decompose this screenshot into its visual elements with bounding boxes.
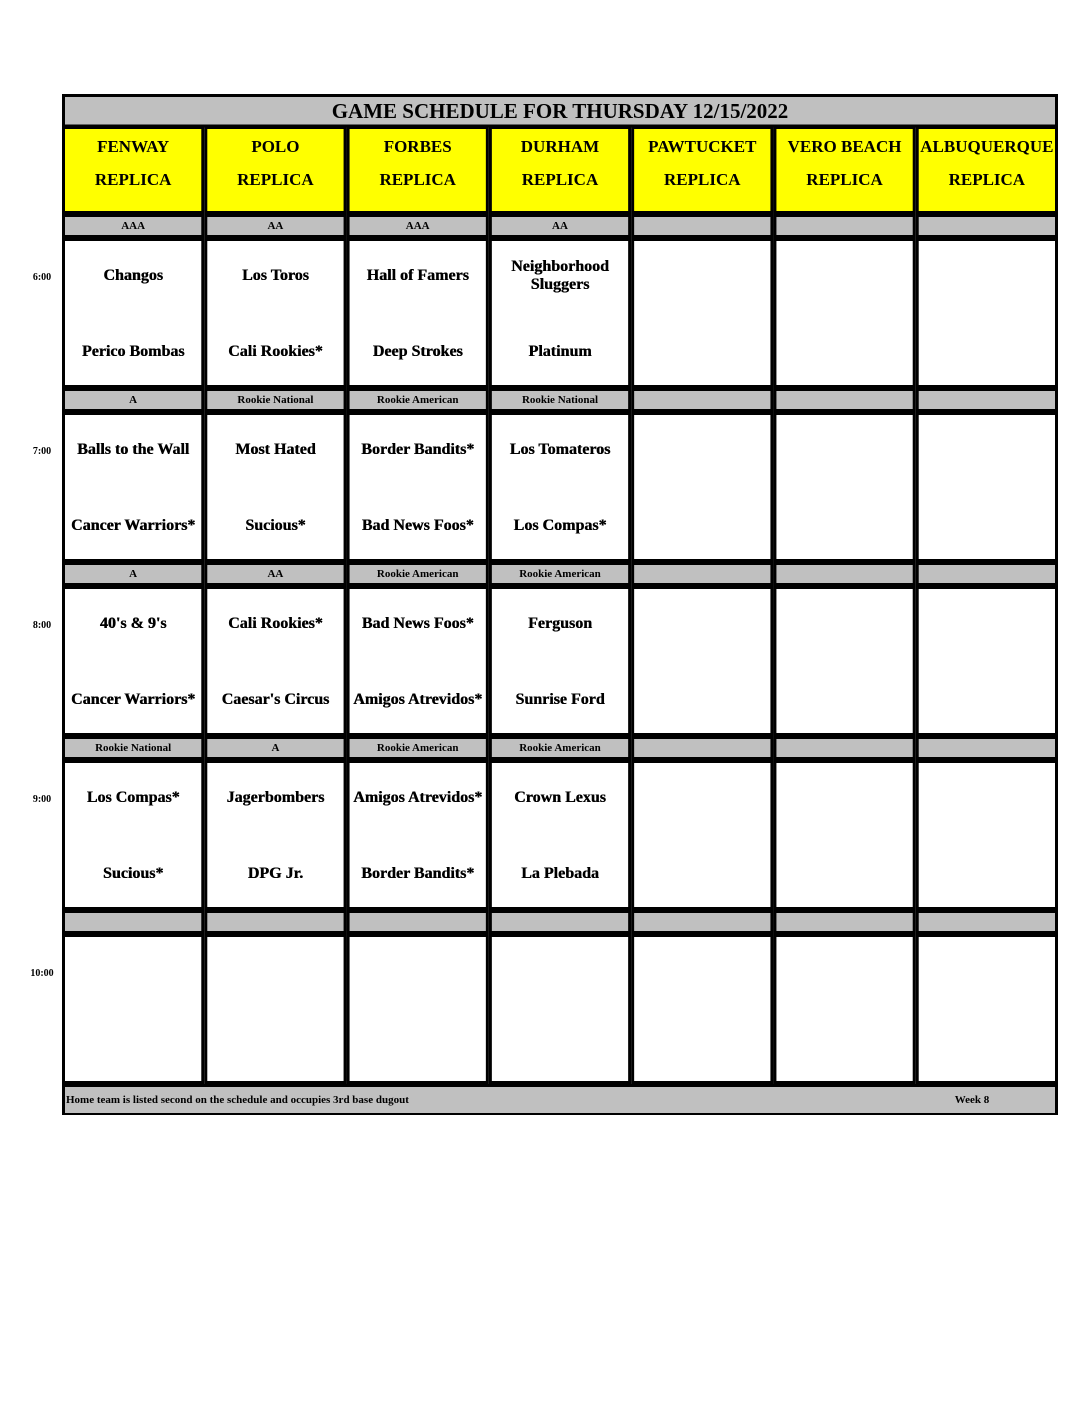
away-team: [631, 252, 773, 300]
division-label: AA: [267, 567, 284, 580]
home-team: [204, 1024, 346, 1072]
away-team: Los Toros: [241, 266, 309, 284]
division-label: [62, 910, 204, 934]
home-team: [347, 1024, 489, 1072]
home-team: Amigos Atrevidos*: [353, 690, 483, 708]
field-subtitle: REPLICA: [379, 170, 456, 190]
away-team: Border Bandits*: [361, 440, 475, 458]
week-label: Week 8: [954, 1093, 990, 1106]
away-team: Cali Rookies*: [228, 614, 323, 632]
home-team: [773, 1024, 915, 1072]
division-label: [916, 736, 1058, 760]
page-title: GAME SCHEDULE FOR THURSDAY 12/15/2022: [331, 98, 789, 123]
home-team: [489, 1024, 631, 1072]
field-subtitle: REPLICA: [948, 170, 1026, 190]
home-team: Los Compas*: [513, 516, 607, 534]
field-name: VERO BEACH: [787, 137, 902, 157]
away-team: [773, 426, 915, 474]
home-team: [631, 1024, 773, 1072]
field-subtitle: REPLICA: [521, 170, 599, 190]
away-team: [204, 948, 346, 996]
division-label: Rookie National: [95, 741, 172, 754]
away-team: Crown Lexus: [514, 788, 606, 806]
home-team: [773, 850, 915, 898]
home-team: DPG Jr.: [247, 864, 304, 882]
division-label: [773, 388, 915, 412]
division-label: Rookie American: [376, 393, 459, 406]
division-label: Rookie American: [376, 567, 459, 580]
home-team: [773, 676, 915, 724]
field-subtitle: REPLICA: [94, 170, 172, 190]
division-label: AAA: [121, 219, 146, 232]
home-team: Sucious*: [102, 864, 164, 882]
field-name: DURHAM: [520, 137, 600, 157]
division-label: Rookie National: [521, 393, 599, 406]
away-team: [916, 252, 1058, 300]
field-subtitle: REPLICA: [664, 170, 741, 190]
home-team: Bad News Foos*: [361, 516, 474, 534]
away-team: [773, 948, 915, 996]
field-name: ALBUQUERQUE: [920, 137, 1054, 157]
division-label: [916, 562, 1058, 586]
home-team: [773, 502, 915, 550]
away-team: Neighborhood Sluggers: [511, 257, 609, 293]
away-team: [916, 948, 1058, 996]
division-label: AA: [267, 219, 284, 232]
home-team: Platinum: [528, 342, 592, 360]
away-team: [916, 426, 1058, 474]
away-team: [773, 252, 915, 300]
division-label: Rookie National: [237, 393, 314, 406]
division-label: A: [129, 567, 138, 580]
away-team: [631, 426, 773, 474]
time-label: 6:00: [32, 272, 52, 283]
away-team: [62, 948, 204, 996]
time-label: 10:00: [30, 968, 54, 979]
home-team: [631, 850, 773, 898]
home-team: [631, 328, 773, 376]
away-team: [631, 774, 773, 822]
field-name: FENWAY: [97, 137, 170, 157]
away-team: 40's & 9's: [99, 614, 167, 632]
home-team: Border Bandits*: [361, 864, 475, 882]
division-label: [916, 910, 1058, 934]
division-label: [631, 736, 773, 760]
division-label: Rookie American: [519, 567, 601, 580]
home-team: Cali Rookies*: [228, 342, 323, 360]
home-team: [916, 676, 1058, 724]
division-label: [916, 388, 1058, 412]
home-team: Cancer Warriors*: [71, 516, 196, 534]
division-label: [773, 910, 915, 934]
away-team: Balls to the Wall: [77, 440, 190, 458]
home-team: [916, 502, 1058, 550]
home-team: La Plebada: [521, 864, 599, 882]
home-team: [631, 676, 773, 724]
away-team: [773, 774, 915, 822]
away-team: Bad News Foos*: [361, 614, 474, 632]
away-team: [773, 600, 915, 648]
division-label: [631, 214, 773, 238]
division-label: Rookie American: [519, 741, 601, 754]
away-team: [347, 948, 489, 996]
division-label: [489, 910, 631, 934]
home-team: Perico Bombas: [81, 342, 185, 360]
time-label: 8:00: [32, 620, 52, 631]
away-team: Ferguson: [527, 614, 592, 632]
home-team: [631, 502, 773, 550]
home-team: Caesar's Circus: [221, 690, 330, 708]
home-team: [773, 328, 915, 376]
home-team: Cancer Warriors*: [71, 690, 196, 708]
division-label: [916, 214, 1058, 238]
home-team: [916, 1024, 1058, 1072]
away-team: Los Compas*: [86, 788, 180, 806]
field-subtitle: REPLICA: [237, 170, 314, 190]
time-label: 7:00: [32, 446, 52, 457]
away-team: Changos: [103, 266, 163, 284]
division-label: Rookie American: [376, 741, 459, 754]
away-team: [916, 774, 1058, 822]
division-label: [347, 910, 489, 934]
division-label: A: [129, 393, 138, 406]
home-team: Sucious*: [245, 516, 306, 534]
division-label: AAA: [405, 219, 430, 232]
division-label: A: [271, 741, 280, 754]
division-label: [773, 214, 915, 238]
home-team: [62, 1024, 204, 1072]
home-team: Deep Strokes: [372, 342, 463, 360]
field-name: POLO: [251, 137, 300, 157]
footer-note: Home team is listed second on the schedule and occupies 3rd base dugout: [66, 1093, 409, 1106]
away-team: Los Tomateros: [509, 440, 611, 458]
away-team: [916, 600, 1058, 648]
division-label: [631, 910, 773, 934]
away-team: Amigos Atrevidos*: [353, 788, 483, 806]
home-team: [916, 328, 1058, 376]
away-team: [631, 600, 773, 648]
away-team: Hall of Famers: [366, 266, 469, 284]
time-label: 9:00: [32, 794, 52, 805]
field-name: FORBES: [383, 137, 452, 157]
division-label: [204, 910, 346, 934]
home-team: [916, 850, 1058, 898]
home-team: Sunrise Ford: [515, 690, 605, 708]
division-label: [773, 562, 915, 586]
away-team: [489, 948, 631, 996]
division-label: [773, 736, 915, 760]
division-label: [631, 388, 773, 412]
away-team: [631, 948, 773, 996]
division-label: AA: [552, 219, 568, 232]
schedule-table: [62, 94, 1058, 1115]
field-subtitle: REPLICA: [806, 170, 883, 190]
away-team: Most Hated: [235, 440, 316, 458]
division-label: [631, 562, 773, 586]
field-name: PAWTUCKET: [648, 137, 757, 157]
away-team: Jagerbombers: [226, 788, 325, 806]
